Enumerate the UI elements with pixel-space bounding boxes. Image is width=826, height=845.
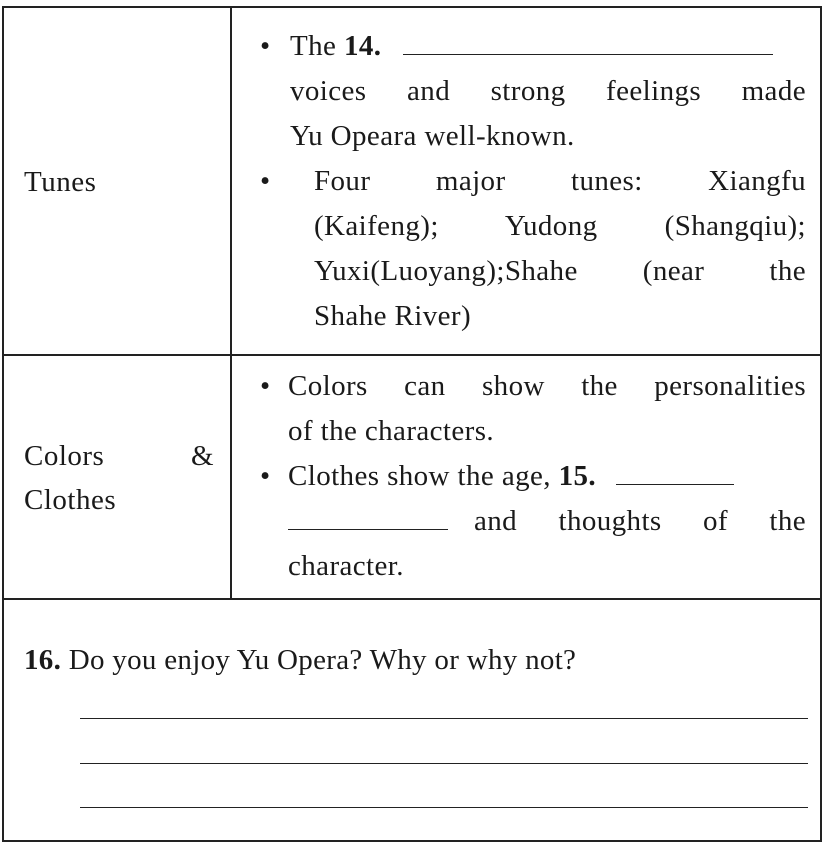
colors-bullet-2-line-2: and thoughts of the <box>288 499 806 544</box>
bullet-dot: • <box>260 370 271 402</box>
question-16-number: 16. <box>24 644 62 676</box>
answer-blank-15a[interactable] <box>616 454 734 485</box>
bullet-dot: • <box>260 30 271 62</box>
colors-bullet-1-line-2: of the characters. <box>288 415 495 447</box>
bullet-dot: • <box>260 460 271 492</box>
row-label-colors-clothes: Colors & Clothes <box>24 434 214 522</box>
tunes-bullet-1-line-2: voices and strong feelings made <box>290 75 806 107</box>
tunes-bullet-2-line-4: Shahe River) <box>314 300 472 332</box>
answer-line-16-2[interactable] <box>80 763 808 764</box>
row-divider-2 <box>4 598 820 600</box>
tunes-bullet-2-line-2: (Kaifeng); Yudong (Shangqiu); <box>314 210 806 242</box>
tunes-bullet-1 <box>254 24 806 159</box>
tunes-bullet-2 <box>254 159 806 339</box>
row-divider-1 <box>4 354 820 356</box>
answer-line-16-1[interactable] <box>80 718 808 719</box>
question-14-number: 14. <box>343 30 382 62</box>
tunes-bullet-1-line-3: Yu Opeara well-known. <box>290 120 575 152</box>
colors-bullet-1-line-1: Colors can show the personalities <box>288 370 806 402</box>
worksheet-table <box>2 6 822 842</box>
question-15-number: 15. <box>558 460 597 492</box>
bullet-dot: • <box>260 165 271 197</box>
colors-bullet-2 <box>254 454 806 589</box>
answer-blank-15b[interactable] <box>288 499 448 530</box>
tunes-bullet-2-line-1: Four major tunes: Xiangfu <box>314 165 806 197</box>
colors-bullet-2-line-1: Clothes show the age, 15. <box>288 454 806 499</box>
tunes-content <box>254 24 806 339</box>
question-16 <box>24 638 576 682</box>
tunes-bullet-1-line-1: The 14. <box>290 24 806 69</box>
colors-clothes-content <box>254 364 806 589</box>
tunes-bullet-2-line-3: Yuxi(Luoyang);Shahe (near the <box>314 255 806 287</box>
colors-bullet-2-line-3: character. <box>288 550 404 582</box>
answer-line-16-3[interactable] <box>80 807 808 808</box>
ampersand: & <box>190 440 214 472</box>
column-divider <box>230 8 232 600</box>
answer-blank-14[interactable] <box>403 24 773 55</box>
question-16-text: Do you enjoy Yu Opera? Why or why not? <box>68 644 577 676</box>
row-label-tunes: Tunes <box>24 166 97 198</box>
colors-bullet-1 <box>254 364 806 454</box>
